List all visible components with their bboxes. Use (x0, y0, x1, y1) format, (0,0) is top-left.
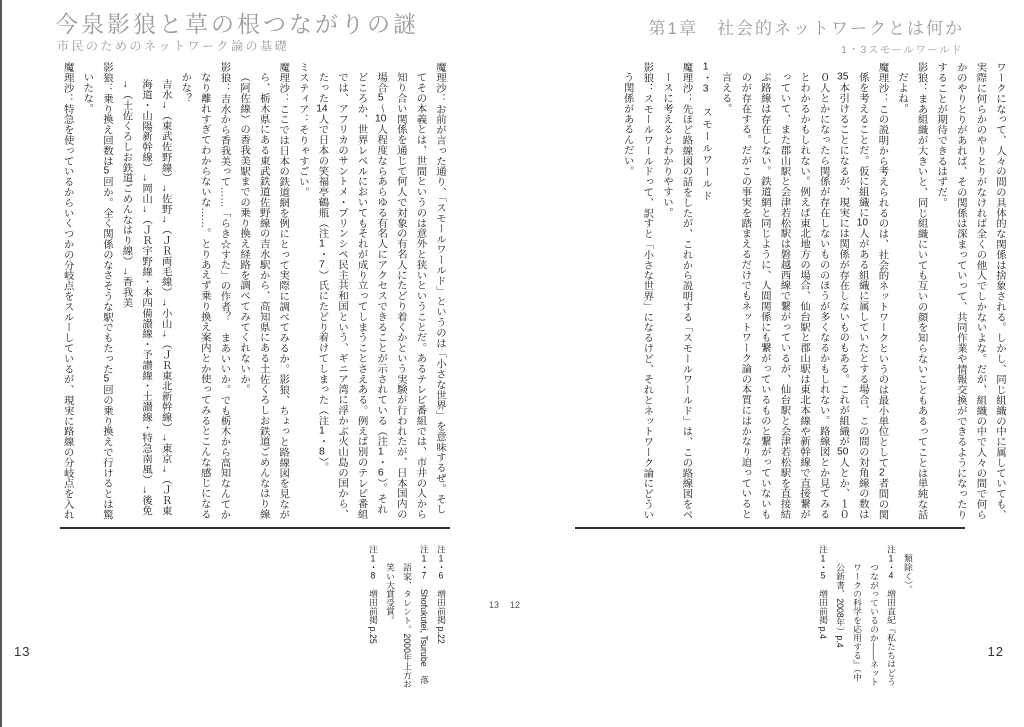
tatechuyoko-number: 3 (702, 84, 709, 95)
tatechuyoko-number: 5 (103, 374, 110, 385)
paragraph: 影狼：乗り換え回数は5回か。全く関係のなさそうな駅でもたった5回の乗り換えで行けるとは驚いたな。 (81, 62, 112, 520)
tatechuyoko-number: 50 (837, 446, 849, 458)
tatechuyoko-number: 1 (702, 62, 709, 73)
tatechuyoko-number: 7 (421, 571, 427, 581)
tatechuyoko-number: 5 (820, 571, 826, 581)
tatechuyoko-number: 5 (377, 93, 384, 104)
footnote: 注1・6 増田前掲 p.22 (436, 545, 446, 644)
tatechuyoko-number: 1 (319, 426, 325, 437)
footnote-rule-left (60, 527, 450, 529)
paragraph: 吉水→（東武佐野線）→佐野→（ＪＲ両毛線）→小山→（ＪＲ東北新幹線）→東京→（ＪＲ東海道・山陽新幹線）→岡山→（ＪＲ宇野線・本四備讃線・予讃線・土讃線・特急南風）→後免→（土佐くろしお鉄道ごめんなはり線）→香我美 (120, 78, 171, 516)
paragraph: 1・3 スモールワールド (700, 62, 712, 203)
footnote: 注1・4 増田直紀『私たちはどうつながっているのか——ネットワークの科学を応用する』（中公新書、2008年）p.4 (835, 545, 896, 686)
paragraph: ワークになって、人々の間の具体的な関係は捨象される。しかし、同じ組織の中に属していても、実際に何らかのやりとりがなければ全くの他人でしかないよな。だが、組織の中で人々の間で何らかのやりとりがあれば、その関係は深まっていって、共同作業や情報交換ができるようになったりすることが期待できるはずだ。 (935, 62, 1005, 520)
paragraph: ミスティア：そりゃすごい。 (296, 62, 308, 198)
tatechuyoko-number: 14 (316, 103, 328, 114)
tatechuyoko-number: 1 (319, 238, 325, 250)
running-head-chapter: 第1章 社会的ネットワークとは何か (648, 19, 964, 38)
running-head-section: 1・3スモールワールド (841, 44, 963, 56)
footnote: 注1・7 Shofukutei, Tsurube 落語家、タレント。2000年上方お笑い大賞受賞。 (385, 545, 429, 688)
tatechuyoko-number: 35 (837, 72, 849, 83)
tatechuyoko-number: 1 (421, 553, 427, 563)
book-title: 今泉影狼と草の根つながりの謎 (55, 11, 419, 37)
footnote-rule-right (575, 527, 965, 529)
tatechuyoko-number: 1 (370, 553, 376, 563)
book-subtitle: 市民のためのネットワーク論の基礎 (57, 39, 290, 53)
paragraph: 影狼：吉水から香我美って……「らき☆すた」の作者？ まあいいか。でも栃木から高知なんてかなり離れすぎてわからないな……。とりあえず乗り換え案内とか使ってみるとこんな感じになるかな？ (179, 62, 230, 520)
footnote: 類除く）。 (903, 553, 913, 594)
footnote: 注1・8 増田前掲 p.25 (368, 545, 378, 644)
paragraph: 魔理沙：この説明から考えられるのは、社会的ネットワークというのは最小単位として2者間の関係を考えることだ。仮に組織に10人がある組織に属していたとする場合、この間の対角線の数は35本引けることになるが、現実には関係が存在しないものもある。これが組織が50人とか、１００人とかになったら関係が存在しないもののほうが多くなるかもしれない。路線図とか見てみるとわかるかもしれない。例えば東北地方の場合、仙台駅と郡山駅は東北本線や新幹線で直接繋がっていて、また郡山駅と会津若松駅は磐越西線で繋がっているが、仙台駅と会津若松駅を直接結ぶ路線は存在しない。鉄道網と同じように、人間関係にも繋がっているものと繋がっていないものが存在する。だがこの事実を踏まえるだけでもネットワーク論の本質にはかなり迫っていると言える。 (719, 62, 888, 520)
paragraph: 魔理沙：特急を使っているからいくつかの分岐点をスルーしているが、現実に路線の分岐点を入れ (61, 62, 73, 520)
page-12 (512, 0, 1024, 727)
paragraph: 影狼：スモールワールドって、訳すと「小さな世界」になるけど、それとネットワーク論にどういう関係があるんだい。 (621, 62, 653, 520)
tatechuyoko-number: 10 (856, 218, 869, 229)
tatechuyoko-number: 2 (879, 467, 885, 479)
page-number-left: 13 (14, 644, 31, 659)
tatechuyoko-number: 1 (438, 553, 444, 563)
tatechuyoko-number: 1 (377, 446, 384, 458)
gutter-number-left: 13 (489, 600, 500, 610)
tatechuyoko-number: 5 (103, 166, 110, 177)
page-number-right: 12 (987, 644, 1004, 659)
footnotes-left (55, 545, 449, 689)
tatechuyoko-number: 8 (370, 571, 376, 581)
tatechuyoko-number: 7 (319, 259, 325, 271)
body-text-left (55, 62, 449, 522)
tatechuyoko-number: 1 (820, 553, 826, 563)
paragraph: 魔理沙：ここでは日本の鉄道網を例にとって実際に調べてみるか。影狼、ちょっと路線図を見ながら、栃木県にある東武鉄道佐野線の吉水駅から、高知県にある土佐くろしお鉄道ごめんなはり線（阿佐線）の香我美駅までの乗り換え経路を調べてみてくれないか。 (238, 62, 289, 520)
tatechuyoko-number: 8 (319, 446, 325, 458)
tatechuyoko-number: 6 (377, 467, 384, 479)
gutter-number-right: 12 (510, 600, 521, 610)
footnotes-right (583, 545, 916, 689)
tatechuyoko-number: 10 (375, 114, 387, 125)
paragraph: 影狼：まあ組織が大きいと、同じ組織にいても互いの顔を知らないこともあるってことは単純な話だよね。 (896, 62, 927, 520)
gutter-page-numbers (489, 600, 520, 610)
tatechuyoko-number: 4 (888, 571, 894, 581)
paragraph: 魔理沙：先ほど路線図の話をしたが、これから説明する「スモールワールド」は、この路線図をベースに考えるとわかりやすい。 (660, 62, 692, 520)
paragraph: 魔理沙：お前が言った通り、「スモールワールド」というのは「小さな世界」を意味するぜ。そしてその本義とは、世間というのは意外と狭いということだ。あるテレビ番組では、市井の人から知り合い関係を通じて何人で対象の有名人にたどり着くかという実験が行われたが、日本国内の場合5～10人程度ならあらゆる有名人にアクセスできることが示されている（注1・6）。それどころか、世界レベルにおいてもそれが成り立ってしまうことさえある。例えば別のテレビ番組では、アフリカのサントメ・プリンシペ民主共和国という、ギニア湾に浮かぶ火山島の国から、たった14人で日本の笑福亭鶴瓶（注1・7）氏にたどり着けてしまった（注1・8）。 (316, 62, 445, 520)
tatechuyoko-number: 1 (888, 553, 894, 563)
body-text-right (583, 62, 1009, 522)
footnote: 注1・5 増田前掲 p.4 (818, 545, 828, 639)
tatechuyoko-number: 6 (438, 571, 444, 581)
scan-edge-line (0, 0, 2, 727)
